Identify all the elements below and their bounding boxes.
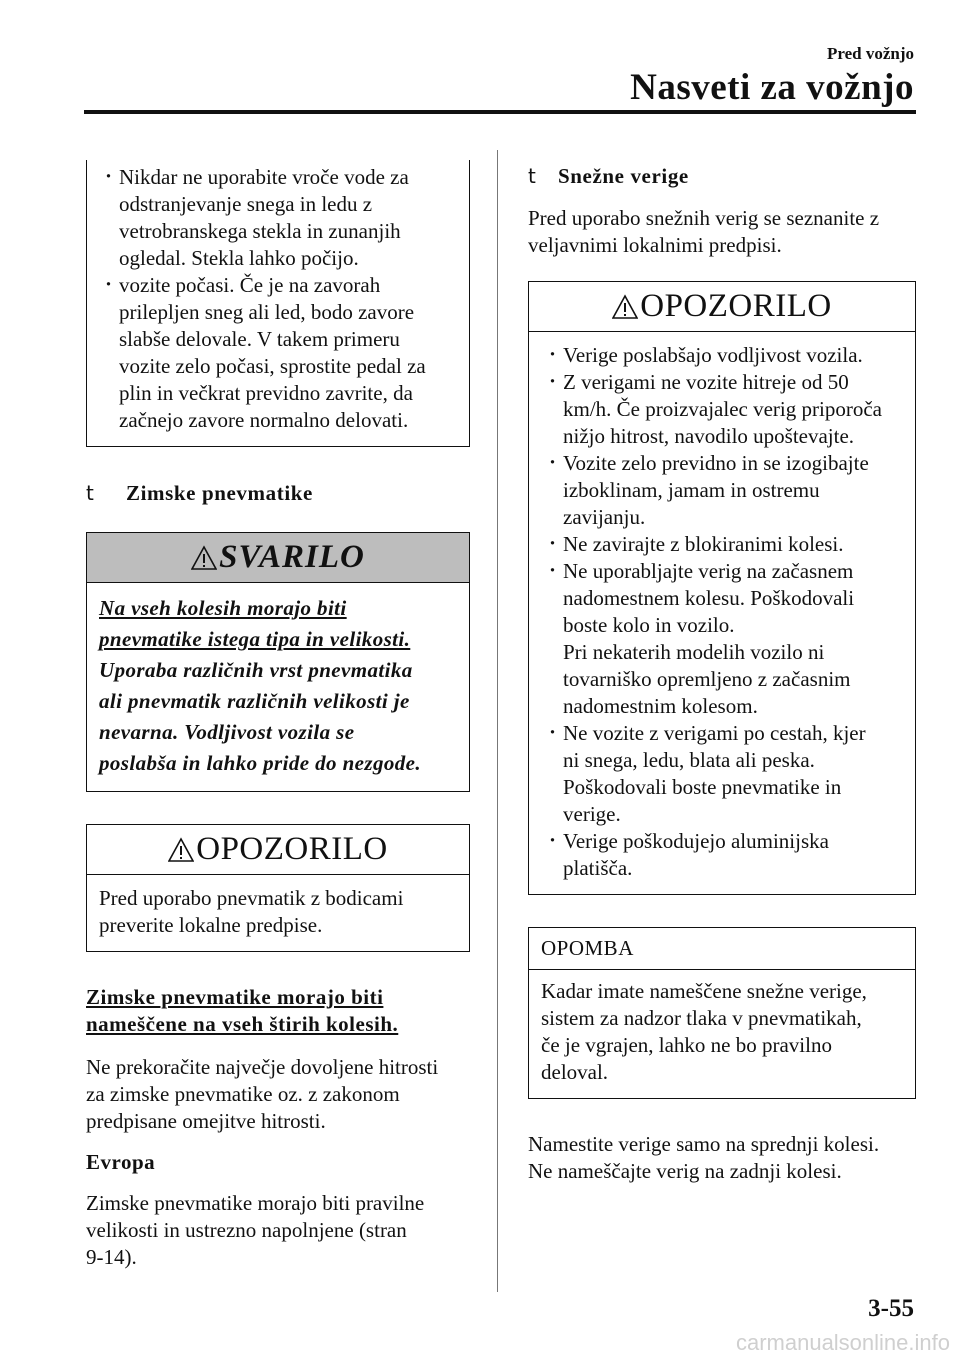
warning-triangle-icon — [612, 294, 638, 320]
region-subheading: Evropa — [86, 1150, 156, 1174]
section-marker: t — [86, 481, 95, 505]
watermark: carmanualsonline.info — [735, 1330, 950, 1355]
section-heading-winter-tyres — [86, 481, 470, 506]
svarilo-line: poslabša in lahko pride do nezgode. — [99, 751, 422, 775]
header-section-label: Pred vožnjo — [826, 44, 914, 63]
page-title: Nasveti za vožnjo — [630, 67, 914, 108]
list-item: · Verige poslabšajo vodljivost vozila. — [545, 342, 903, 369]
list-item: · Ne vozite z verigami po cestah, kjer ni snega, ledu, blata ali peska. Poškodovali boste pnevmatike in verige. — [545, 720, 903, 828]
opozorilo-body: Pred uporabo pnevmatik z bodicami preverite lokalne predpise. — [99, 886, 404, 937]
svarilo-title: SVARILO — [219, 539, 365, 575]
page-number: 3-55 — [868, 1295, 914, 1322]
opomba-title: OPOMBA — [529, 928, 915, 970]
list-item: · Z verigami ne vozite hitreje od 50 km/h. Če proizvajalec verig priporoča nižjo hitrost, navodilo upoštevajte. — [545, 369, 903, 450]
mandatory-fitting-heading: Zimske pnevmatike morajo biti nameščene na vseh štirih kolesih. — [86, 985, 399, 1036]
svarilo-line: Uporaba različnih vrst pnevmatika — [99, 658, 413, 682]
svarilo-header — [87, 533, 469, 583]
svarilo-body — [87, 583, 469, 791]
section-title: Zimske pnevmatike — [126, 481, 313, 505]
list-item: · Verige poškodujejo aluminijska platišča. — [545, 828, 903, 882]
opomba-body: Kadar imate nameščene snežne verige, sistem za nadzor tlaka v pnevmatikah, če je vgrajen, lahko ne bo pravilno deloval. — [541, 979, 867, 1084]
opozorilo-header — [529, 282, 915, 332]
section-heading-snow-chains — [528, 164, 916, 189]
header-rule — [84, 110, 916, 114]
opozorilo-header — [87, 825, 469, 875]
svarilo-box — [86, 532, 470, 792]
list-item: · Nikdar ne uporabite vroče vode za odstranjevanje snega in ledu z vetrobranskega stekla in zunanjih ogledal. Stekla lahko počijo. — [101, 164, 455, 272]
opomba-box — [528, 927, 916, 1099]
speed-limit-paragraph: Ne prekoračite največje dovoljene hitrosti za zimske pnevmatike oz. z zakonom predpisane omejitve hitrosti. — [86, 1055, 439, 1133]
chains-bullet-list — [545, 342, 903, 882]
list-item: · Ne zavirajte z blokiranimi kolesi. — [545, 531, 903, 558]
opozorilo-body — [529, 332, 915, 894]
warning-triangle-icon — [191, 545, 217, 571]
svarilo-line: Na vseh kolesih morajo biti — [99, 596, 347, 620]
column-divider — [497, 150, 498, 1292]
svarilo-line: pnevmatike istega tipa in velikosti. — [99, 627, 411, 651]
snow-chains-intro: Pred uporabo snežnih verig se seznanite z veljavnimi lokalnimi predpisi. — [528, 206, 880, 257]
continued-bullet-list — [101, 164, 455, 434]
europe-paragraph: Zimske pnevmatike morajo biti pravilne velikosti in ustrezno napolnjene (stran 9-14). — [86, 1191, 425, 1269]
list-item: · Ne uporabljajte verig na začasnem nadomestnem kolesu. Poškodovali boste kolo in vozilo. Pri nekaterih modelih vozilo ni tovarniško opremljeno z začasnim nadomestnim kolesom. — [545, 558, 903, 720]
section-title: Snežne verige — [558, 164, 689, 188]
opozorilo-box-right — [528, 281, 916, 895]
right-column — [528, 160, 916, 1185]
list-item: · Vozite zelo previdno in se izogibajte izboklinam, jamam in ostremu zavijanju. — [545, 450, 903, 531]
opozorilo-title: OPOZORILO — [196, 831, 388, 867]
continued-warning-box — [86, 160, 470, 447]
opozorilo-title: OPOZORILO — [640, 288, 832, 324]
opozorilo-box-left — [86, 824, 470, 952]
warning-triangle-icon — [168, 837, 194, 863]
section-marker: t — [528, 164, 537, 188]
svarilo-line: nevarna. Vodljivost vozila se — [99, 720, 355, 744]
closing-paragraph: Namestite verige samo na sprednji kolesi. Ne nameščajte verig na zadnji kolesi. — [528, 1132, 880, 1183]
svarilo-line: ali pnevmatik različnih velikosti je — [99, 689, 410, 713]
left-column — [86, 160, 470, 1271]
list-item: · vozite počasi. Če je na zavorah prilepljen sneg ali led, bodo zavore slabše delovale. V takem primeru vozite zelo počasi, sprostite pedal za plin in večkrat previdno zavrite, da začnejo zavore normalno delovati. — [101, 272, 455, 434]
